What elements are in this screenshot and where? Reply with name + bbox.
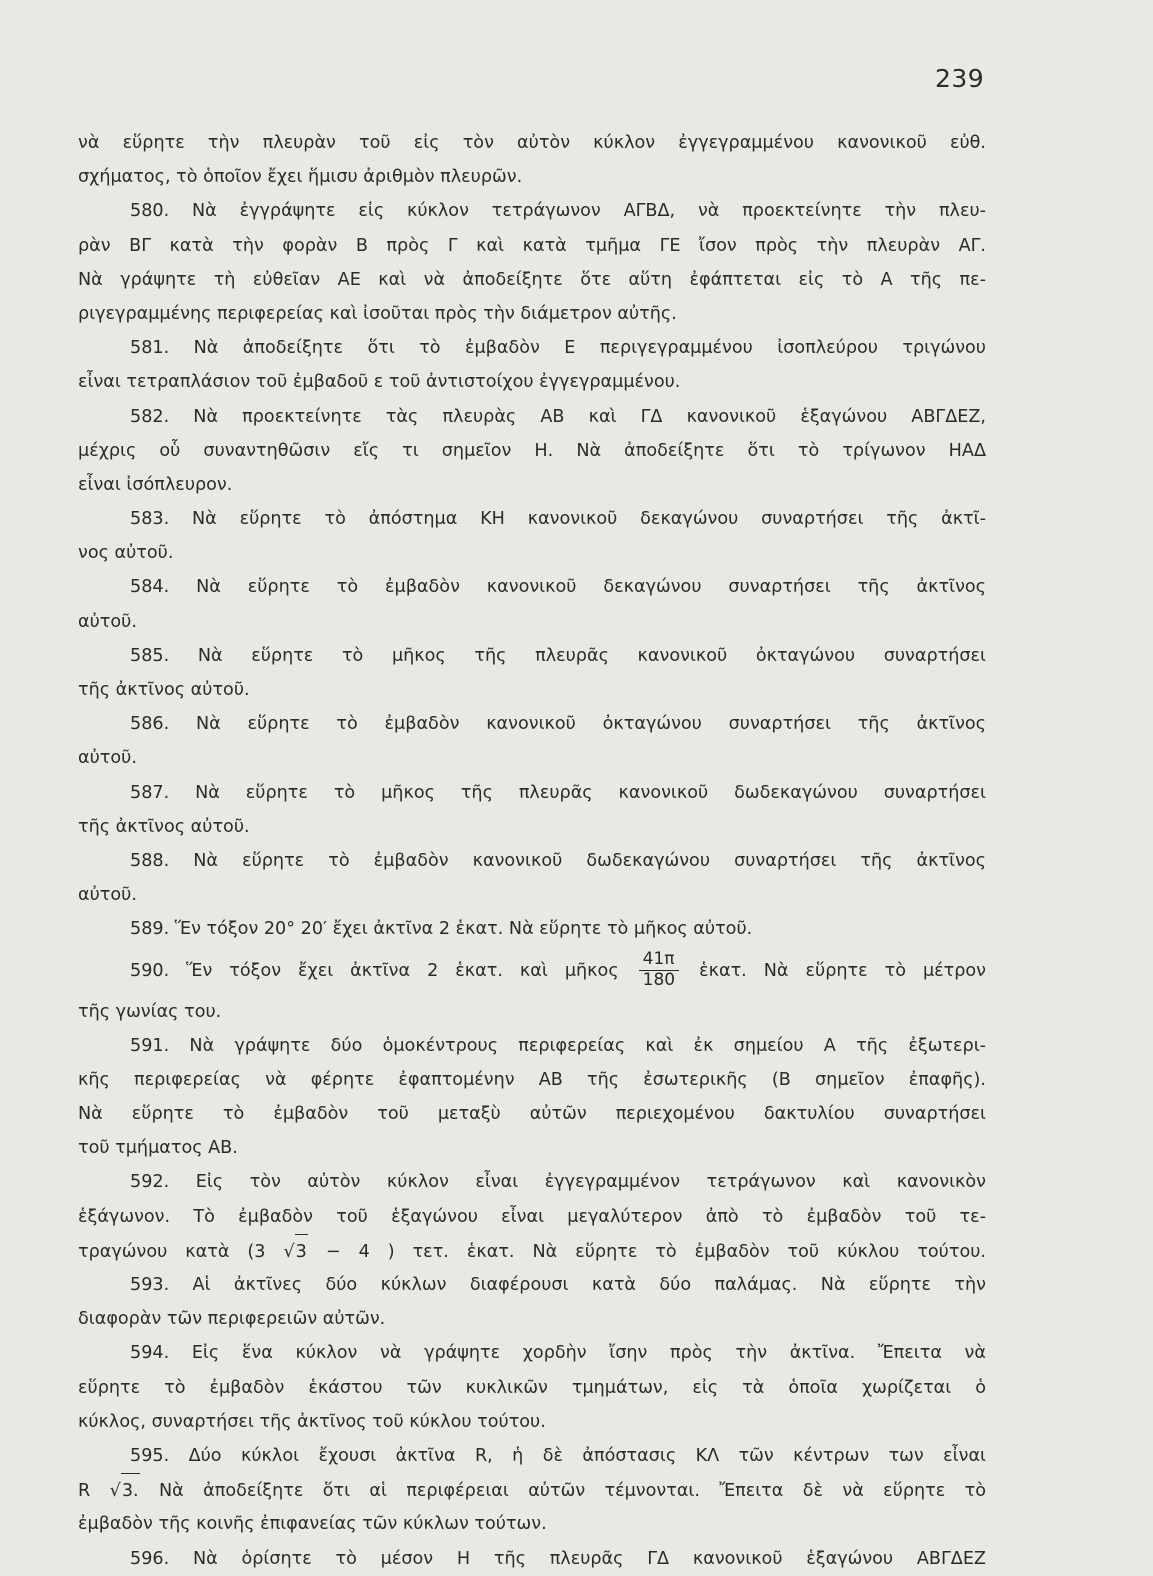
text-line: εἶναι ἰσόπλευρον. [78, 474, 233, 495]
text-line: 596. Νὰ ὁρίσητε τὸ μέσον Η τῆς πλευρᾶς ΓΔ κανονικοῦ ἑξαγώνου ΑΒΓΔΕΖ [130, 1548, 986, 1569]
text-line: εὕρητε τὸ ἐμβαδὸν ἑκάστου τῶν κυκλικῶν τμημάτων, εἰς τὰ ὁποῖα χωρίζεται ὁ [78, 1377, 986, 1398]
fraction-41pi-over-180 [639, 950, 679, 990]
text-line: τῆς ἀκτῖνος αὐτοῦ. [78, 816, 250, 837]
text-line: ριγεγραμμένης περιφερείας καὶ ἰσοῦται πρὸς τὴν διάμετρον αὐτῆς. [78, 303, 677, 324]
text-line: ρὰν ΒΓ κατὰ τὴν φορὰν Β πρὸς Γ καὶ κατὰ τμῆμα ΓΕ ἴσον πρὸς τὴν πλευρὰν ΑΓ. [78, 235, 986, 256]
exercise-592-text: τραγώνου κατὰ (3 [78, 1241, 266, 1262]
text-line-595b [78, 1473, 986, 1507]
text-line: 582. Νὰ προεκτείνητε τὰς πλευρὰς ΑΒ καὶ ΓΔ κανονικοῦ ἑξαγώνου ΑΒΓΔΕΖ, [130, 406, 986, 427]
fraction-numerator: 41π [639, 950, 679, 971]
page-text [78, 126, 986, 1576]
radius-symbol: R [78, 1481, 91, 1502]
text-line: τῆς ἀκτῖνος αὐτοῦ. [78, 680, 250, 700]
text-line: 591. Νὰ γράψητε δύο ὁμοκέντρους περιφερείας καὶ ἐκ σημείου Α τῆς ἐξωτερι- [130, 1035, 986, 1056]
text-line: κύκλος, συναρτήσει τῆς ἀκτῖνος τοῦ κύκλου τούτου. [78, 1411, 546, 1432]
text-line: Νὰ γράψητε τὴ εὐθεῖαν ΑΕ καὶ νὰ ἀποδείξητε ὅτε αὕτη ἐφάπτεται εἰς τὸ Α τῆς πε- [78, 269, 986, 290]
page-number: 239 [935, 64, 985, 93]
text-line: 587. Νὰ εὕρητε τὸ μῆκος τῆς πλευρᾶς κανονικοῦ δωδεκαγώνου συναρτήσει [130, 782, 986, 803]
paragraph-block-579-589 [78, 126, 986, 947]
text-line: κῆς περιφερείας νὰ φέρητε ἐφαπτομένην ΑΒ τῆς ἐσωτερικῆς (Β σημεῖον ἐπαφῆς). [78, 1069, 986, 1090]
exercise-592-text-cont: − 4 ) τετ. ἑκατ. Νὰ εὕρητε τὸ ἐμβαδὸν τοῦ κύκλου τούτου. [325, 1241, 986, 1262]
text-line: 588. Νὰ εὕρητε τὸ ἐμβαδὸν κανονικοῦ δωδεκαγώνου συναρτήσει τῆς ἀκτῖνος [130, 850, 986, 871]
text-line: 581. Νὰ ἀποδείξητε ὅτι τὸ ἐμβαδὸν Ε περιγεγραμμένου ἰσοπλεύρου τριγώνου [130, 338, 986, 359]
text-line: νος αὐτοῦ. [78, 543, 174, 564]
text-line: διαφορὰν τῶν περιφερειῶν αὐτῶν. [78, 1309, 386, 1330]
text-line: 584. Νὰ εὕρητε τὸ ἐμβαδὸν κανονικοῦ δεκαγώνου συναρτήσει τῆς ἀκτῖνος [130, 577, 986, 598]
radicand: 3 [295, 1234, 308, 1269]
text-line: αὐτοῦ. [78, 885, 137, 906]
text-line-590a [78, 947, 986, 995]
text-line: νὰ εὕρητε τὴν πλευρὰν τοῦ εἰς τὸν αὐτὸν κύκλον ἐγγεγραμμένου κανονικοῦ εὐθ. [78, 133, 986, 153]
text-line: Νὰ εὕρητε τὸ ἐμβαδὸν τοῦ μεταξὺ αὐτῶν περιεχομένου δακτυλίου συναρτήσει [78, 1104, 986, 1125]
text-line-592c [78, 1234, 986, 1268]
text-line: ἑξάγωνον. Τὸ ἐμβαδὸν τοῦ ἑξαγώνου εἶναι μεγαλύτερον ἀπὸ τὸ ἐμβαδὸν τοῦ τε- [78, 1206, 986, 1227]
radicand: 3. [121, 1473, 140, 1508]
text-line: μέχρις οὗ συναντηθῶσιν εἴς τι σημεῖον Η. Νὰ ἀποδείξητε ὅτι τὸ τρίγωνον ΗΑΔ [78, 440, 986, 461]
text-line: 589. Ἕν τόξον 20° 20′ ἔχει ἀκτῖνα 2 ἑκατ. Νὰ εὕρητε τὸ μῆκος αὐτοῦ. [130, 919, 753, 940]
text-line: τοῦ τμήματος ΑΒ. [78, 1138, 238, 1159]
text-line: εἶναι τετραπλάσιον τοῦ ἐμβαδοῦ ε τοῦ ἀντιστοίχου ἐγγεγραμμένου. [78, 372, 681, 393]
text-line: ἐμβαδὸν τῆς κοινῆς ἐπιφανείας τῶν κύκλων τούτων. [78, 1514, 547, 1535]
text-line: 586. Νὰ εὕρητε τὸ ἐμβαδὸν κανονικοῦ ὀκταγώνου συναρτήσει τῆς ἀκτῖνος [130, 714, 986, 735]
text-line: 595. Δύο κύκλοι ἔχουσι ἀκτῖνα R, ἡ δὲ ἀπόστασις ΚΛ τῶν κέντρων των εἶναι [130, 1445, 986, 1466]
text-line: 580. Νὰ ἐγγράψητε εἰς κύκλον τετράγωνον ΑΓΒΔ, νὰ προεκτείνητε τὴν πλευ- [130, 201, 986, 222]
text-line: 583. Νὰ εὕρητε τὸ ἀπόστημα ΚΗ κανονικοῦ δεκαγώνου συναρτήσει τῆς ἀκτῖ- [130, 509, 986, 530]
text-line: 594. Εἰς ἕνα κύκλον νὰ γράψητε χορδὴν ἴσην πρὸς τὴν ἀκτῖνα. Ἔπειτα νὰ [130, 1343, 986, 1364]
text-line: αὐτοῦ. [78, 611, 137, 632]
text-line: αὐτοῦ. [78, 748, 137, 769]
text-line-590b: τῆς γωνίας του. [78, 1001, 222, 1022]
text-line: 592. Εἰς τὸν αὐτὸν κύκλον εἶναι ἐγγεγραμμένον τετράγωνον καὶ κανονικὸν [130, 1172, 986, 1193]
exercise-595-text-cont: Νὰ ἀποδείξητε ὅτι αἱ περιφέρειαι αὐτῶν τέμνονται. Ἔπειτα δὲ νὰ εὕρητε τὸ [159, 1481, 987, 1502]
fraction-denominator: 180 [642, 970, 676, 990]
exercise-590-text: 590. Ἕν τόξον ἔχει ἀκτῖνα 2 ἑκατ. καὶ μῆκος [130, 960, 619, 981]
text-line: σχήματος, τὸ ὁποῖον ἔχει ἥμισυ ἀριθμὸν πλευρῶν. [78, 167, 523, 188]
text-line: 593. Αἱ ἀκτῖνες δύο κύκλων διαφέρουσι κατὰ δύο παλάμας. Νὰ εὕρητε τὴν [130, 1275, 986, 1295]
square-root-3: √3 [283, 1234, 307, 1269]
paragraph-block-595-596 [78, 1507, 986, 1575]
exercise-590-text-cont: ἑκατ. Νὰ εὕρητε τὸ μέτρον [699, 960, 987, 981]
paragraph-block-593-595 [78, 1268, 986, 1473]
text-line: 585. Νὰ εὕρητε τὸ μῆκος τῆς πλευρᾶς κανονικοῦ ὀκταγώνου συναρτήσει [130, 645, 986, 666]
square-root-3-b: √3. [110, 1473, 140, 1508]
paragraph-block-591-592 [78, 1029, 986, 1234]
